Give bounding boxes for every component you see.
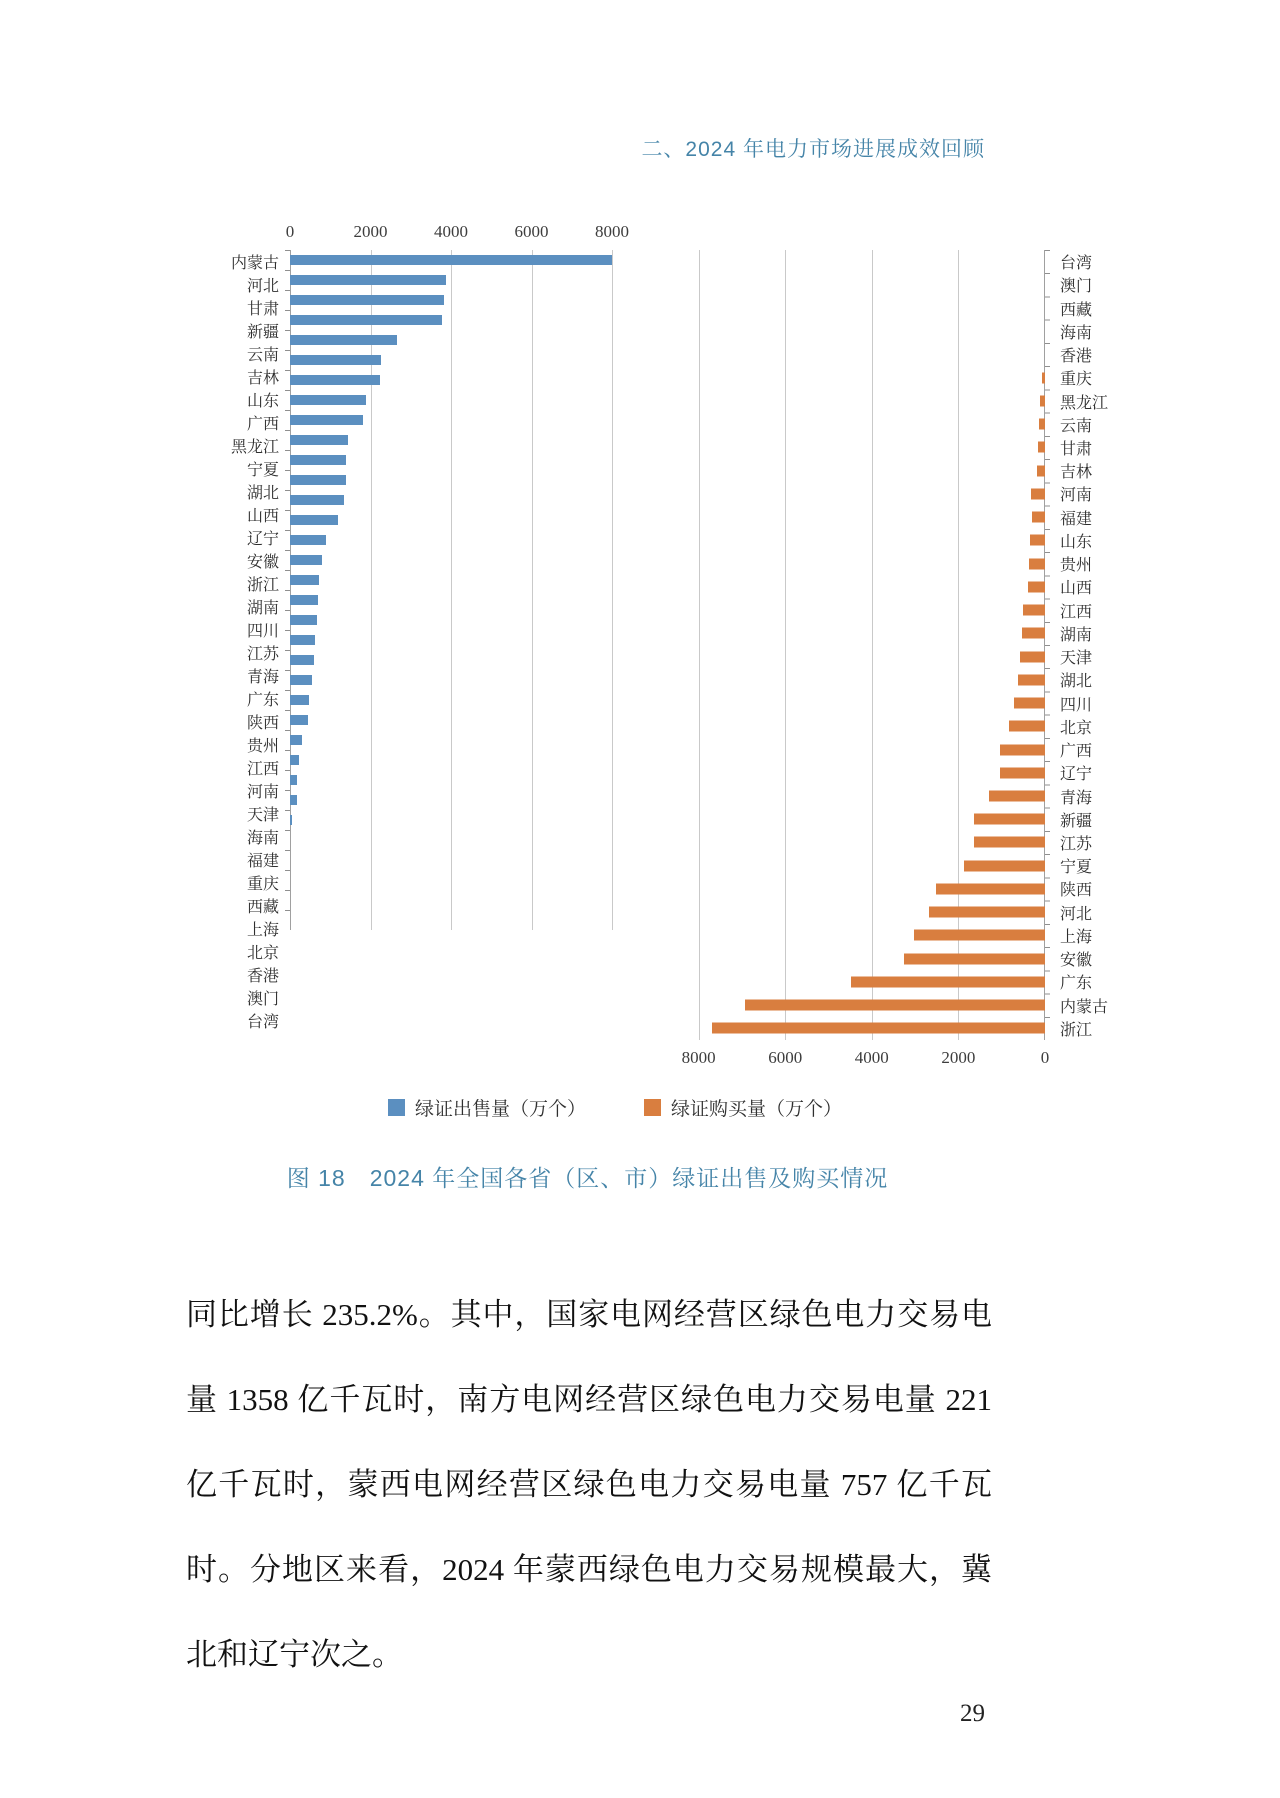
sell-bar-row <box>290 690 612 710</box>
sell-category-label: 北京 <box>246 945 279 962</box>
buy-axis-tick-label: 6000 <box>768 1048 803 1067</box>
legend-item-sell <box>388 1094 586 1121</box>
buy-bar-row <box>612 761 1045 784</box>
sell-category-label: 澳门 <box>246 991 279 1008</box>
buy-bar <box>914 930 1045 941</box>
buy-bar-row <box>612 1017 1045 1040</box>
sell-bar-row <box>290 870 612 890</box>
sell-category-label: 河北 <box>246 278 279 295</box>
sell-category-label: 陕西 <box>246 715 279 732</box>
buy-bar <box>1042 372 1045 383</box>
buy-bar <box>1040 396 1045 407</box>
buy-bar-row <box>612 366 1045 389</box>
buy-bar-row <box>612 715 1045 738</box>
sell-category-label: 四川 <box>246 623 279 640</box>
buy-category-label: 湖北 <box>1060 673 1093 691</box>
sell-bar-row <box>290 810 612 830</box>
sell-axis-tick-label: 8000 <box>595 222 629 241</box>
sell-bar <box>290 475 346 485</box>
figure-caption: 图 18 2024 年全国各省（区、市）绿证出售及购买情况 <box>286 1165 889 1191</box>
buy-bar-row <box>612 691 1045 714</box>
sell-category-label: 甘肃 <box>246 301 279 318</box>
sell-bar-row <box>290 310 612 330</box>
sell-bar <box>290 395 366 405</box>
sell-bar <box>290 615 317 625</box>
buy-bar <box>904 953 1045 964</box>
buy-category-label: 贵州 <box>1060 557 1093 575</box>
sell-bar-row <box>290 790 612 810</box>
buy-category-label: 江西 <box>1060 603 1093 621</box>
buy-category-label: 山西 <box>1060 580 1093 598</box>
sell-bar-row <box>290 430 612 450</box>
sell-category-label: 广西 <box>246 416 279 433</box>
buy-bar-row <box>612 459 1045 482</box>
sell-bar <box>290 335 397 345</box>
sell-category-label: 辽宁 <box>246 531 279 548</box>
sell-bar <box>290 255 612 265</box>
buy-bar-row <box>612 947 1045 970</box>
sell-bar-row <box>290 890 612 910</box>
buy-bar <box>1018 674 1045 685</box>
sell-category-label: 山东 <box>246 393 279 410</box>
buy-category-label: 澳门 <box>1060 278 1093 296</box>
sell-bar-row <box>290 670 612 690</box>
buy-category-label: 甘肃 <box>1060 440 1093 458</box>
sell-axis-tick-label: 0 <box>285 222 295 241</box>
sell-category-label: 湖北 <box>246 485 279 502</box>
buy-category-label: 陕西 <box>1060 882 1093 900</box>
sell-bar-row <box>290 330 612 350</box>
sell-category-label: 贵州 <box>246 738 279 755</box>
buy-axis-tick-label: 8000 <box>681 1048 716 1067</box>
sell-category-label: 台湾 <box>246 1014 279 1031</box>
sell-category-label: 青海 <box>246 669 279 686</box>
paragraph-line: 量 1358 亿千瓦时，南方电网经营区绿色电力交易电量 221 <box>186 1382 992 1417</box>
sell-category-label: 浙江 <box>246 577 279 594</box>
buy-category-label: 香港 <box>1060 348 1093 366</box>
buy-bar <box>929 907 1045 918</box>
sell-bar-row <box>290 350 612 370</box>
sell-bar <box>290 275 446 285</box>
sell-category-label: 天津 <box>246 807 279 824</box>
buy-bar-row <box>612 506 1045 529</box>
buy-chart-bottom-axis <box>612 1048 1050 1072</box>
sell-bar <box>290 595 318 605</box>
buy-category-label: 新疆 <box>1060 812 1093 830</box>
buy-category-label: 广东 <box>1060 975 1093 993</box>
buy-bar-row <box>612 436 1045 459</box>
sell-bar-row <box>290 730 612 750</box>
buy-category-label: 吉林 <box>1060 464 1093 482</box>
sell-category-label: 内蒙古 <box>230 255 279 272</box>
sell-axis-tick-label: 2000 <box>353 222 388 241</box>
sell-bar <box>290 735 302 745</box>
buy-category-label: 湖南 <box>1060 626 1093 644</box>
buy-bar <box>1038 442 1045 453</box>
buy-legend-label: 绿证购买量（万个） <box>671 1099 843 1120</box>
buy-bar-row <box>612 296 1045 319</box>
buy-bar-row <box>612 877 1045 900</box>
sell-chart-plot <box>290 250 612 930</box>
buy-category-label: 江苏 <box>1060 835 1093 853</box>
sell-bar <box>290 415 363 425</box>
buy-bar-row <box>612 599 1045 622</box>
sell-category-label: 河南 <box>246 784 279 801</box>
buy-bar-row <box>612 970 1045 993</box>
sell-bar <box>290 795 297 805</box>
buy-bar-row <box>612 343 1045 366</box>
figure-18-chart <box>185 222 1120 1137</box>
buy-category-label: 上海 <box>1060 928 1093 946</box>
sell-bar <box>290 815 292 825</box>
buy-category-label: 天津 <box>1060 650 1093 668</box>
sell-bar-row <box>290 650 612 670</box>
sell-bar-row <box>290 490 612 510</box>
sell-legend-swatch-icon <box>388 1099 405 1116</box>
buy-bar <box>974 814 1045 825</box>
buy-bar-row <box>612 854 1045 877</box>
sell-bar-row <box>290 750 612 770</box>
sell-bar-row <box>290 530 612 550</box>
buy-bar-row <box>612 273 1045 296</box>
sell-bar <box>290 555 322 565</box>
buy-bar <box>851 976 1045 987</box>
buy-bar <box>1020 651 1045 662</box>
buy-bar <box>712 1023 1045 1034</box>
buy-bar <box>745 1000 1045 1011</box>
buy-category-label: 台湾 <box>1060 255 1093 273</box>
buy-bar-row <box>612 994 1045 1017</box>
sell-bar-row <box>290 390 612 410</box>
buy-bar-row <box>612 320 1045 343</box>
buy-bar <box>1030 535 1045 546</box>
sell-category-label: 云南 <box>246 347 279 364</box>
paragraph-line: 亿千瓦时，蒙西电网经营区绿色电力交易电量 757 亿千瓦 <box>186 1467 992 1502</box>
buy-category-label: 黑龙江 <box>1060 394 1109 412</box>
sell-chart-bars <box>290 250 612 930</box>
buy-bar <box>1009 721 1045 732</box>
sell-bar-row <box>290 250 612 270</box>
sell-bar <box>290 695 309 705</box>
buy-category-label: 山东 <box>1060 533 1093 551</box>
sell-category-label: 山西 <box>246 508 279 525</box>
legend-item-buy <box>644 1094 842 1121</box>
sell-category-label: 新疆 <box>246 324 279 341</box>
buy-bar-row <box>612 831 1045 854</box>
buy-bar-row <box>612 622 1045 645</box>
buy-bar-row <box>612 250 1045 273</box>
buy-chart-category-labels <box>1060 250 1120 1040</box>
buy-bar-row <box>612 389 1045 412</box>
buy-axis-tick-label: 2000 <box>941 1048 976 1067</box>
buy-bar <box>1000 744 1045 755</box>
sell-bar <box>290 635 315 645</box>
sell-category-label: 香港 <box>246 968 279 985</box>
page-number: 29 <box>960 1700 985 1727</box>
sell-category-label: 黑龙江 <box>230 439 279 456</box>
sell-bar <box>290 355 381 365</box>
buy-category-label: 辽宁 <box>1060 766 1093 784</box>
buy-bar <box>1014 698 1045 709</box>
buy-bar <box>1022 628 1045 639</box>
buy-category-label: 海南 <box>1060 324 1093 342</box>
buy-bar-row <box>612 529 1045 552</box>
sell-category-label: 广东 <box>246 692 279 709</box>
paragraph-line: 北和辽宁次之。 <box>186 1637 403 1672</box>
sell-bar <box>290 715 308 725</box>
buy-bar <box>989 791 1045 802</box>
buy-category-label: 青海 <box>1060 789 1093 807</box>
paragraph-line: 时。分地区来看，2024 年蒙西绿色电力交易规模最大，冀 <box>186 1552 992 1587</box>
buy-category-label: 北京 <box>1060 719 1093 737</box>
sell-bar-row <box>290 710 612 730</box>
buy-bar-row <box>612 482 1045 505</box>
sell-chart-category-labels <box>185 250 279 1031</box>
sell-bar-row <box>290 590 612 610</box>
buy-chart-bars <box>612 250 1045 1040</box>
buy-axis-tick-label: 4000 <box>854 1048 889 1067</box>
buy-bar-row <box>612 901 1045 924</box>
buy-category-label: 河北 <box>1060 905 1093 923</box>
buy-legend-swatch-icon <box>644 1099 661 1116</box>
sell-bar <box>290 675 312 685</box>
sell-category-label: 宁夏 <box>246 462 279 479</box>
buy-category-label: 重庆 <box>1060 371 1093 389</box>
sell-category-label: 江西 <box>246 761 279 778</box>
sell-bar <box>290 295 444 305</box>
buy-chart-tick-marks <box>1045 250 1050 1040</box>
sell-bar <box>290 435 348 445</box>
sell-bar <box>290 515 338 525</box>
sell-bar-row <box>290 630 612 650</box>
buy-chart-plot <box>612 250 1045 1040</box>
buy-bar <box>1000 767 1045 778</box>
sell-category-label: 江苏 <box>246 646 279 663</box>
buy-bar-row <box>612 668 1045 691</box>
buy-bar-row <box>612 924 1045 947</box>
sell-bar <box>290 575 319 585</box>
buy-bar-row <box>612 413 1045 436</box>
sell-bar <box>290 375 380 385</box>
sell-category-label: 西藏 <box>246 899 279 916</box>
sell-bar-row <box>290 570 612 590</box>
sell-category-label: 重庆 <box>246 876 279 893</box>
sell-bar-row <box>290 470 612 490</box>
sell-bar-row <box>290 850 612 870</box>
buy-bar-row <box>612 575 1045 598</box>
sell-bar-row <box>290 830 612 850</box>
sell-bar <box>290 655 314 665</box>
sell-bar <box>290 315 442 325</box>
sell-bar-row <box>290 550 612 570</box>
sell-bar-row <box>290 770 612 790</box>
chart-legend <box>185 1094 1045 1121</box>
buy-bar-row <box>612 808 1045 831</box>
buy-bar <box>1037 465 1045 476</box>
buy-bar <box>964 860 1045 871</box>
sell-category-label: 福建 <box>246 853 279 870</box>
buy-category-label: 宁夏 <box>1060 859 1093 877</box>
buy-category-label: 福建 <box>1060 510 1093 528</box>
buy-bar <box>1029 558 1045 569</box>
buy-bar <box>1028 581 1045 592</box>
buy-category-label: 浙江 <box>1060 1021 1093 1039</box>
buy-category-label: 广西 <box>1060 743 1093 761</box>
buy-category-label: 西藏 <box>1060 301 1093 319</box>
sell-category-label: 上海 <box>246 922 279 939</box>
buy-category-label: 河南 <box>1060 487 1093 505</box>
sell-bar <box>290 775 297 785</box>
sell-bar <box>290 755 299 765</box>
sell-bar-row <box>290 270 612 290</box>
body-paragraph <box>186 1272 992 1697</box>
buy-bar-row <box>612 645 1045 668</box>
sell-chart-top-axis <box>285 222 629 246</box>
buy-bar <box>974 837 1045 848</box>
sell-bar-row <box>290 510 612 530</box>
sell-bar-row <box>290 910 612 930</box>
buy-category-label: 安徽 <box>1060 952 1093 970</box>
sell-bar-row <box>290 450 612 470</box>
sell-bar <box>290 535 326 545</box>
sell-category-label: 安徽 <box>246 554 279 571</box>
buy-category-label: 四川 <box>1060 696 1093 714</box>
page-header: 二、2024 年电力市场进展成效回顾 <box>641 138 985 161</box>
buy-bar <box>1039 419 1045 430</box>
sell-bar-row <box>290 290 612 310</box>
sell-bar <box>290 455 346 465</box>
paragraph-line: 同比增长 235.2%。其中，国家电网经营区绿色电力交易电 <box>186 1297 992 1332</box>
sell-category-label: 湖南 <box>246 600 279 617</box>
buy-category-label: 云南 <box>1060 417 1093 435</box>
sell-bar <box>290 495 344 505</box>
buy-bar <box>1032 512 1045 523</box>
sell-category-label: 吉林 <box>246 370 279 387</box>
buy-bar <box>1023 605 1045 616</box>
sell-bar-row <box>290 370 612 390</box>
sell-axis-tick-label: 6000 <box>514 222 549 241</box>
sell-axis-tick-label: 4000 <box>434 222 468 241</box>
buy-bar-row <box>612 552 1045 575</box>
buy-category-label: 内蒙古 <box>1060 998 1109 1016</box>
buy-axis-tick-label: 0 <box>1040 1048 1050 1067</box>
buy-bar <box>1031 488 1045 499</box>
buy-bar-row <box>612 784 1045 807</box>
sell-legend-label: 绿证出售量（万个） <box>414 1099 586 1120</box>
buy-bar-row <box>612 738 1045 761</box>
sell-bar-row <box>290 410 612 430</box>
sell-category-label: 海南 <box>246 830 279 847</box>
sell-bar-row <box>290 610 612 630</box>
buy-bar <box>936 883 1045 894</box>
